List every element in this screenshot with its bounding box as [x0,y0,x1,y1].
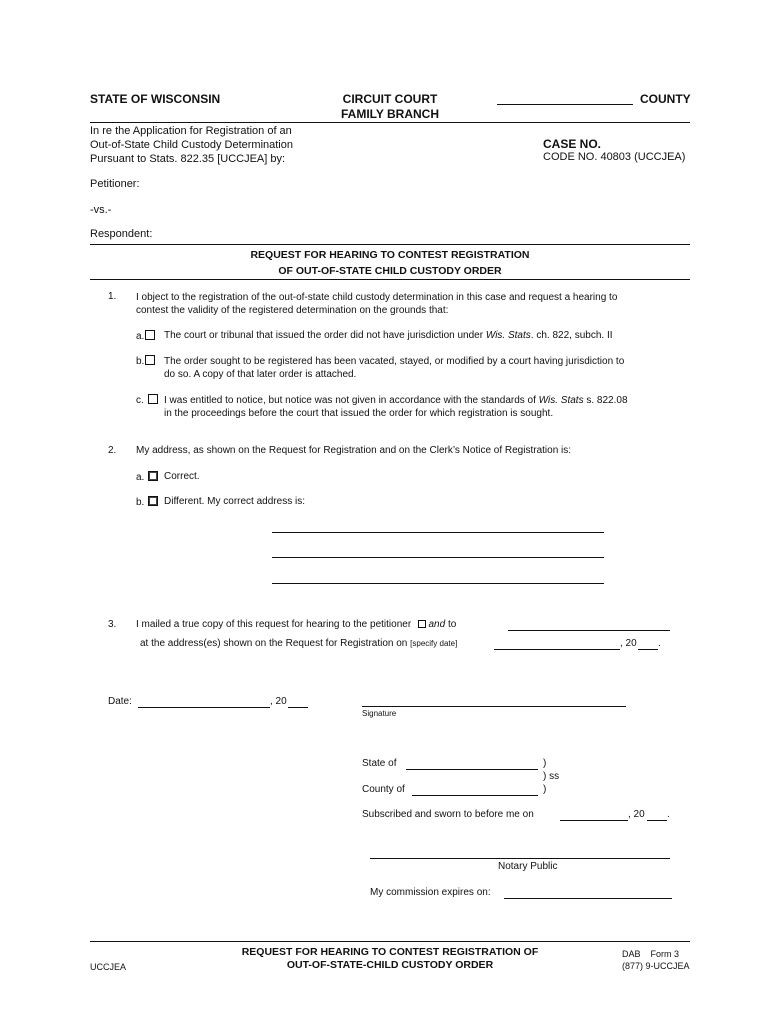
footer-title-line-1: REQUEST FOR HEARING TO CONTEST REGISTRATION OF [241,946,539,958]
item2b-letter: b. [136,497,145,508]
item3-year-prefix: , 20 [620,638,637,649]
notary-label: Notary Public [498,861,558,872]
address-line-1[interactable] [272,532,604,533]
item3-number: 3. [108,619,117,630]
item1b-text-line-2: do so. A copy of that later order is attached. [164,369,357,380]
subscribed-period: . [667,809,670,820]
title-top-rule [90,244,690,245]
address-line-3[interactable] [272,583,604,584]
subscribed-year-prefix: , 20 [628,809,645,820]
item1b-checkbox[interactable] [145,355,155,365]
item2-number: 2. [108,445,117,456]
signature-label: Signature [362,709,397,718]
item3-text [136,619,456,630]
item2a-checkbox[interactable] [148,471,158,481]
state-of-field[interactable] [406,769,538,770]
item3-specify-date: [specify date] [410,639,458,648]
item1-number: 1. [108,291,117,302]
item3-line2-pre: at the address(es) shown on the Request for Registration on [140,638,408,649]
county-name-field[interactable] [497,104,633,105]
state-of-paren: ) [543,758,547,769]
item2a-text: Correct. [164,471,200,482]
item1b-letter: b. [136,356,145,367]
subscribed-label: Subscribed and sworn to before me on [362,809,534,820]
header-rule [90,122,690,123]
county-of-paren: ) [543,784,547,795]
date-label: Date: [108,696,132,707]
item2b-checkbox[interactable] [148,496,158,506]
item3-to: to [447,619,457,630]
ss-label: ) ss [543,771,560,782]
item2b-label [136,496,158,508]
state-heading: STATE OF WISCONSIN [90,92,221,106]
county-of-label: County of [362,784,405,795]
county-of-field[interactable] [412,795,538,796]
item1a-text-pre: The court or tribunal that issued the order did not have jurisdiction under [164,330,486,341]
commission-label: My commission expires on: [370,887,491,898]
county-label: COUNTY [640,92,691,106]
date-field[interactable] [138,707,270,708]
item1a-checkbox[interactable] [145,330,155,340]
signature-line[interactable] [362,706,626,707]
item2a-letter: a. [136,472,145,483]
item3-recipient-field[interactable] [508,630,670,631]
item1c-text-statute: Wis. Stats [538,395,584,406]
commission-field[interactable] [504,898,672,899]
notary-signature-line[interactable] [370,858,670,859]
code-no-label: CODE NO. 40803 (UCCJEA) [543,151,686,163]
item2a-label [136,471,158,483]
footer-form-info [622,948,690,972]
item1a-label [136,330,155,342]
caption-line-2: Out-of-State Child Custody Determination [90,139,293,151]
date-year-field[interactable] [288,707,308,708]
petitioner-label: Petitioner: [90,178,140,190]
vs-label: -vs.- [90,204,112,216]
item1-text-line-2: contest the validity of the registered determination on the grounds that: [136,305,449,316]
item1a-text [164,330,613,341]
footer-form-id: DAB Form 3 [622,949,680,959]
item1a-text-post: . ch. 822, subch. II [530,330,613,341]
item3-date-field[interactable] [494,649,620,650]
footer-form-code: (877) 9-UCCJEA [622,961,690,971]
title-line-2: OF OUT-OF-STATE CHILD CUSTODY ORDER [278,265,502,277]
item1b-label [136,355,155,367]
item1c-text-post: s. 822.08 [583,395,628,406]
court-heading [330,92,450,121]
item1-text-line-1: I object to the registration of the out-of-state child custody determination in this case and request a hearing to [136,292,618,303]
footer-rule [90,941,690,942]
item1c-letter: c. [136,395,144,406]
item3-period: . [658,638,661,649]
item3-year-field[interactable] [638,649,658,650]
state-of-label: State of [362,758,397,769]
item1c-text-line-2: in the proceedings before the court that issued the order for which registration is sought. [164,408,554,419]
item1a-letter: a. [136,331,145,342]
title-bottom-rule [90,279,690,280]
item1c-text [164,394,628,420]
item1-text [136,291,617,317]
subscribed-date-field[interactable] [560,820,628,821]
item1b-text-line-1: The order sought to be registered has been vacated, stayed, or modified by a court having jurisdiction to [164,356,625,367]
address-line-2[interactable] [272,557,604,558]
respondent-label: Respondent: [90,228,153,240]
item3-and: and [428,619,446,630]
item3-and-checkbox[interactable] [418,620,426,628]
caption-line-3: Pursuant to Stats. 822.35 [UCCJEA] by: [90,153,286,165]
caption-block [90,124,293,166]
item1c-text-line-1 [164,394,628,407]
footer-title-line-2: OUT-OF-STATE-CHILD CUSTODY ORDER [286,959,494,971]
title-line-1: REQUEST FOR HEARING TO CONTEST REGISTRATION [250,249,530,261]
document-title [90,247,690,279]
footer-title [220,946,560,972]
item1c-text-pre: I was entitled to notice, but notice was not given in accordance with the standards of [164,395,539,406]
item1b-text [164,355,624,381]
item3-line-2 [140,638,457,649]
item1a-text-statute: Wis. Stats [485,330,531,341]
item2b-text: Different. My correct address is: [164,496,305,507]
item3-text-pre: I mailed a true copy of this request for hearing to the petitioner [136,619,412,630]
item2-text: My address, as shown on the Request for Registration and on the Clerk’s Notice of Registration is: [136,445,572,456]
case-no-label: CASE NO. [543,137,602,151]
subscribed-year-field[interactable] [647,820,667,821]
item1c-label [136,394,158,406]
court-line-2: FAMILY BRANCH [340,107,439,121]
footer-left-code: UCCJEA [90,962,127,972]
item1c-checkbox[interactable] [148,394,158,404]
court-line-1: CIRCUIT COURT [342,92,438,106]
caption-line-1: In re the Application for Registration of an [90,125,292,137]
date-year-prefix: , 20 [270,696,287,707]
